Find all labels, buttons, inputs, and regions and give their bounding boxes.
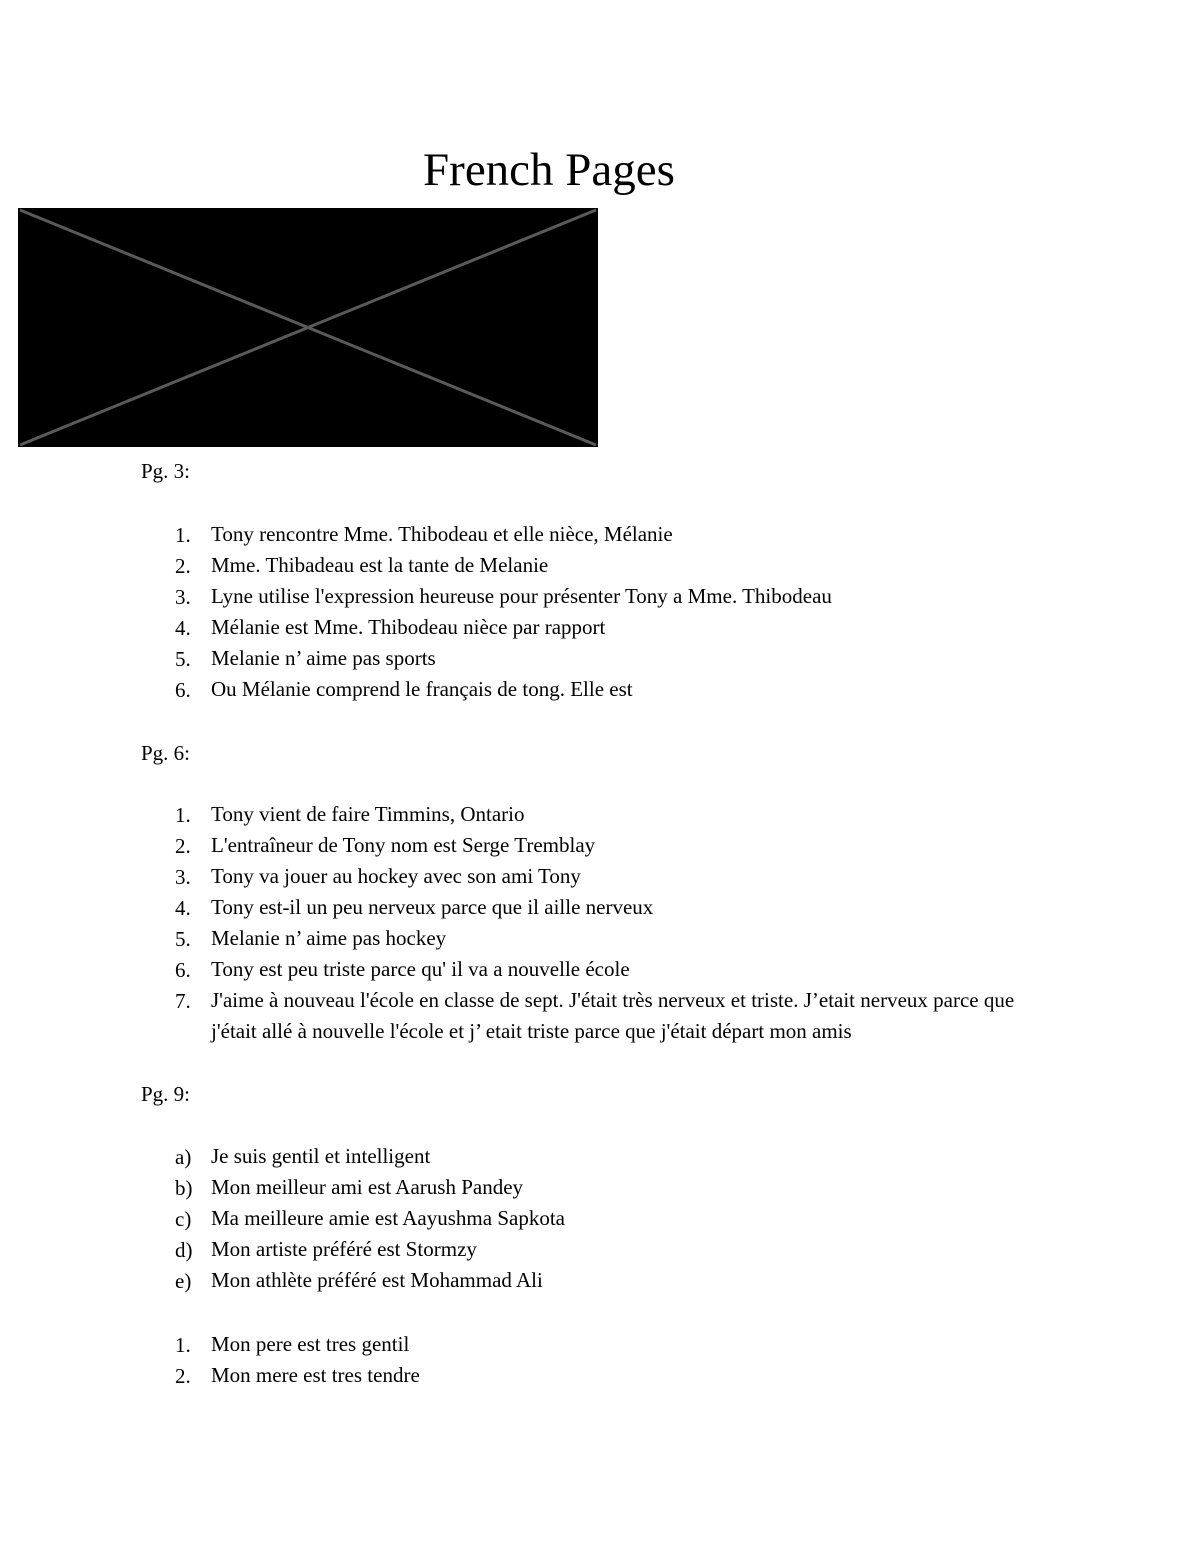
list-item-text: Mon athlète préféré est Mohammad Ali bbox=[211, 1268, 543, 1292]
list-item-text: Je suis gentil et intelligent bbox=[211, 1144, 431, 1168]
list-item-text: Ma meilleure amie est Aayushma Sapkota bbox=[211, 1206, 565, 1230]
list-item-text: Ou Mélanie comprend le français de tong. Elle est bbox=[211, 677, 633, 701]
list-item-text: Tony est-il un peu nerveux parce que il aille nerveux bbox=[211, 895, 654, 919]
list-marker: d) bbox=[175, 1238, 193, 1262]
list-item-text: Mon meilleur ami est Aarush Pandey bbox=[211, 1175, 524, 1199]
list-item-text: Mélanie est Mme. Thibodeau nièce par rapport bbox=[211, 615, 606, 639]
list-item-text: Mme. Thibadeau est la tante de Melanie bbox=[211, 553, 549, 577]
list-marker: 2. bbox=[175, 834, 191, 858]
list-marker: 4. bbox=[175, 616, 191, 640]
list-marker: 6. bbox=[175, 958, 191, 982]
list-item-text: J'aime à nouveau l'école en classe de sept. J'était très nerveux et triste. J’etait nerveux parce que j'était allé à nouvelle l'école et j’ etait triste parce que j'était départ mon amis bbox=[211, 988, 1015, 1043]
list-marker: 1. bbox=[175, 1333, 191, 1357]
list-marker: 6. bbox=[175, 678, 191, 702]
list-item-text: Tony va jouer au hockey avec son ami Tony bbox=[211, 864, 581, 888]
list-item-text: L'entraîneur de Tony nom est Serge Tremblay bbox=[211, 833, 596, 857]
list-marker: 1. bbox=[175, 523, 191, 547]
list-item-text: Tony vient de faire Timmins, Ontario bbox=[211, 802, 525, 826]
list-marker: 1. bbox=[175, 803, 191, 827]
broken-image-placeholder bbox=[18, 208, 598, 447]
list-marker: 5. bbox=[175, 647, 191, 671]
list-item-text: Lyne utilise l'expression heureuse pour présenter Tony a Mme. Thibodeau bbox=[211, 584, 832, 608]
list-marker: a) bbox=[175, 1145, 192, 1169]
section-label-pg3: Pg. 3: bbox=[141, 459, 191, 483]
list-marker: 2. bbox=[175, 1364, 191, 1388]
list-marker: c) bbox=[175, 1207, 192, 1231]
list-marker: 2. bbox=[175, 554, 191, 578]
list-marker: 3. bbox=[175, 865, 191, 889]
list-item-text: Tony rencontre Mme. Thibodeau et elle nièce, Mélanie bbox=[211, 522, 673, 546]
list-item-text: Mon artiste préféré est Stormzy bbox=[211, 1237, 477, 1261]
list-item-text: Melanie n’ aime pas hockey bbox=[211, 926, 447, 950]
list-marker: e) bbox=[175, 1269, 192, 1293]
section-label-pg9: Pg. 9: bbox=[141, 1082, 191, 1106]
list-marker: 3. bbox=[175, 585, 191, 609]
list-item-text: Tony est peu triste parce qu' il va a nouvelle école bbox=[211, 957, 630, 981]
list-item-text: Mon pere est tres gentil bbox=[211, 1332, 410, 1356]
document-title: French Pages bbox=[423, 144, 675, 196]
list-item-text: Melanie n’ aime pas sports bbox=[211, 646, 436, 670]
list-marker: b) bbox=[175, 1176, 193, 1200]
section-label-pg6: Pg. 6: bbox=[141, 741, 191, 765]
list-item-text: Mon mere est tres tendre bbox=[211, 1363, 420, 1387]
list-marker: 4. bbox=[175, 896, 191, 920]
list-marker: 5. bbox=[175, 927, 191, 951]
broken-image-icon bbox=[18, 208, 598, 447]
list-marker: 7. bbox=[175, 989, 191, 1013]
